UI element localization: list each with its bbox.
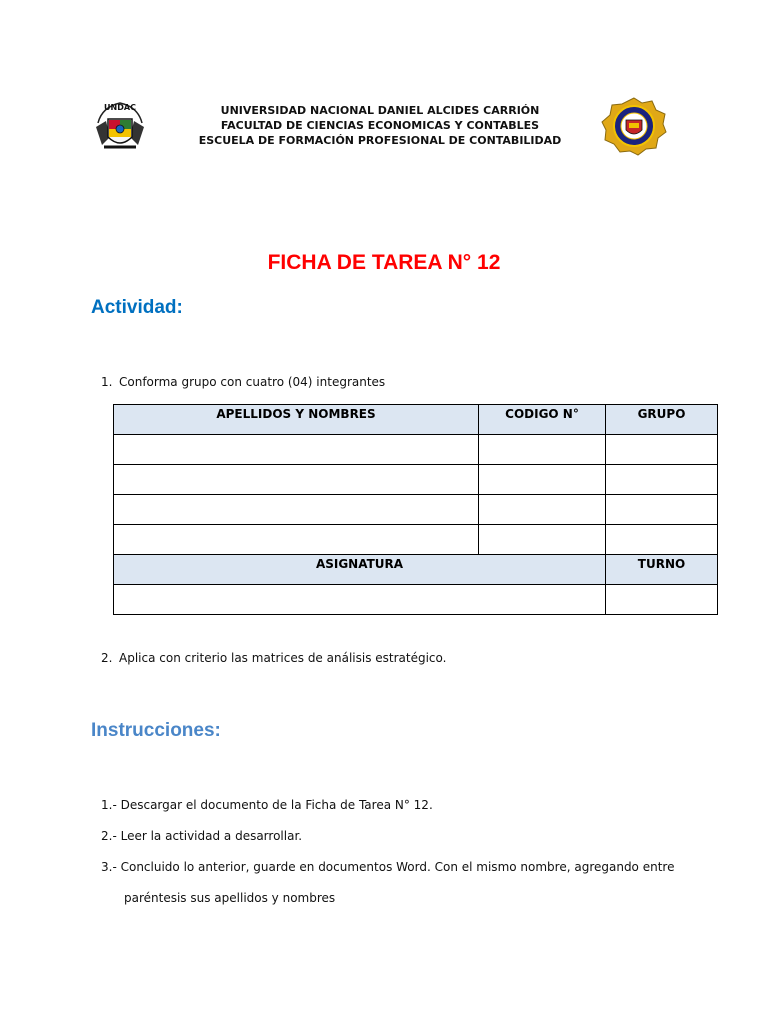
- table-row: [114, 465, 718, 495]
- column-header-subject: ASIGNATURA: [114, 555, 606, 585]
- name-cell[interactable]: [114, 465, 479, 495]
- activity-item-1: [101, 374, 385, 390]
- group-cell[interactable]: [606, 435, 718, 465]
- instruction-step-3-continued: paréntesis sus apellidos y nombres: [124, 891, 336, 905]
- code-cell[interactable]: [479, 435, 606, 465]
- table-row: [114, 435, 718, 465]
- code-cell[interactable]: [479, 525, 606, 555]
- activity-item-2: [101, 650, 446, 666]
- table-subheader-row: [114, 555, 718, 585]
- instruction-step-1: 1.- Descargar el documento de la Ficha de Tarea N° 12.: [101, 798, 433, 812]
- activity-item-2-text: Aplica con criterio las matrices de análisis estratégico.: [119, 651, 447, 665]
- group-cell[interactable]: [606, 525, 718, 555]
- group-members-table: [113, 404, 718, 615]
- table-row: [114, 525, 718, 555]
- instructions-heading: Instrucciones:: [91, 720, 221, 741]
- name-cell[interactable]: [114, 435, 479, 465]
- institution-header: [180, 103, 580, 148]
- activity-item-1-text: Conforma grupo con cuatro (04) integrantes: [119, 375, 386, 389]
- university-name: UNIVERSIDAD NACIONAL DANIEL ALCIDES CARRIÓN: [220, 104, 540, 117]
- instruction-step-3: 3.- Concluido lo anterior, guarde en documentos Word. Con el mismo nombre, agregando entre: [101, 860, 675, 874]
- column-header-names: APELLIDOS Y NOMBRES: [114, 405, 479, 435]
- subject-cell[interactable]: [114, 585, 606, 615]
- activity-item-1-number: 1.: [101, 375, 113, 389]
- shift-cell[interactable]: [606, 585, 718, 615]
- page-title: FICHA DE TAREA N° 12: [267, 251, 501, 274]
- faculty-name: FACULTAD DE CIENCIAS ECONOMICAS Y CONTABLES: [220, 119, 540, 132]
- name-cell[interactable]: [114, 495, 479, 525]
- school-name: ESCUELA DE FORMACIÓN PROFESIONAL DE CONTABILIDAD: [198, 134, 562, 147]
- name-cell[interactable]: [114, 525, 479, 555]
- accounting-school-badge-icon: [600, 96, 668, 156]
- activity-heading: Actividad:: [91, 297, 183, 318]
- instruction-step-2: 2.- Leer la actividad a desarrollar.: [101, 829, 303, 843]
- table-row: [114, 495, 718, 525]
- group-cell[interactable]: [606, 465, 718, 495]
- activity-item-2-number: 2.: [101, 651, 113, 665]
- table-row: [114, 585, 718, 615]
- column-header-group: GRUPO: [606, 405, 718, 435]
- university-seal-icon: [92, 97, 148, 153]
- svg-text:UNDAC: UNDAC: [104, 103, 136, 112]
- column-header-shift: TURNO: [606, 555, 718, 585]
- table-header-row: [114, 405, 718, 435]
- column-header-code: CODIGO N°: [479, 405, 606, 435]
- code-cell[interactable]: [479, 465, 606, 495]
- group-cell[interactable]: [606, 495, 718, 525]
- code-cell[interactable]: [479, 495, 606, 525]
